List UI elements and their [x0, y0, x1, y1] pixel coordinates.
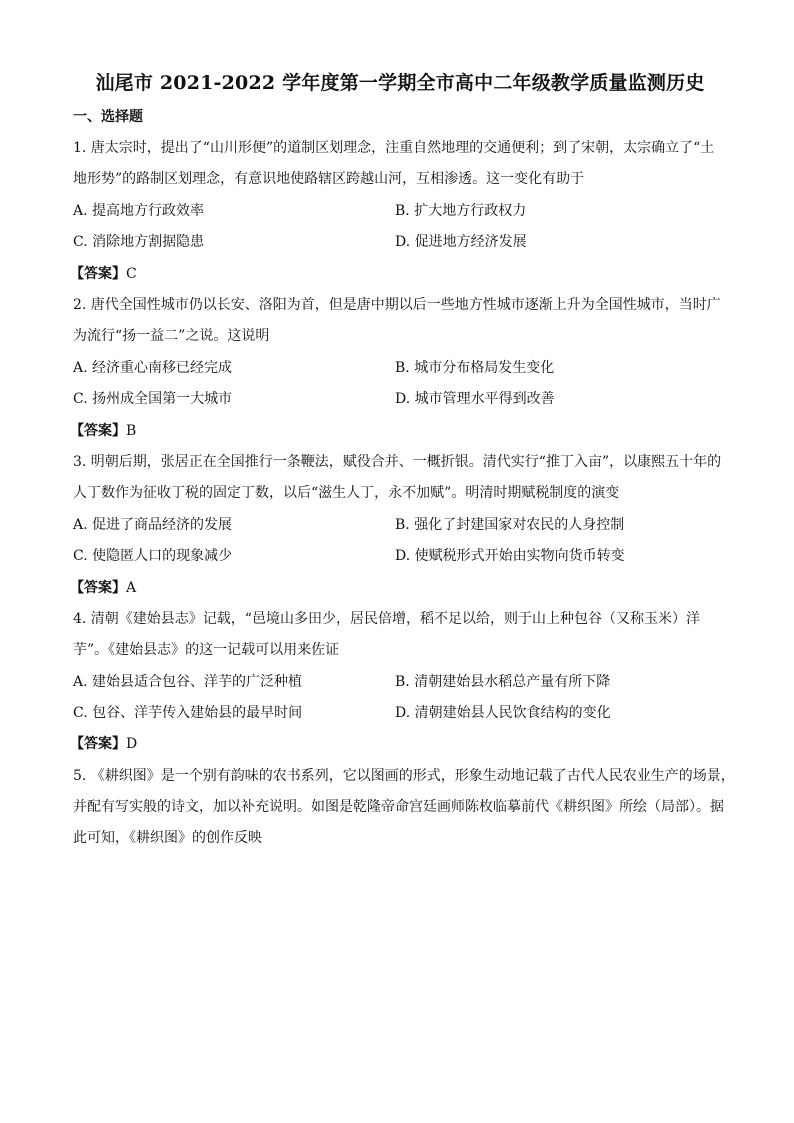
answer-tag: 【答案】: [70, 423, 126, 439]
question-3-option-b: B. 强化了封建国家对农民的人身控制: [395, 517, 625, 533]
question-4-line-1: 4. 清朝《建始县志》记载，“邑境山多田少，居民倍增，稻不足以给，则于山上种包谷（又称玉米）洋: [73, 611, 700, 627]
question-2-answer: [70, 421, 136, 441]
question-3-line-2: 人丁数作为征收丁税的固定丁数，以后“滋生人丁，永不加赋”。明清时期赋税制度的演变: [73, 485, 620, 501]
answer-tag: 【答案】: [70, 736, 126, 752]
section-heading: 一、选择题: [73, 109, 143, 125]
question-1-option-d: D. 促进地方经济发展: [395, 234, 527, 250]
question-5-line-1: 5. 《耕织图》是一个别有韵味的农书系列，它以图画的形式，形象生动地记载了古代人民农业生产的场景，: [73, 768, 735, 784]
question-1-option-c: C. 消除地方割据隐患: [73, 234, 205, 250]
question-4-line-2: 芋”。《建始县志》的这一记载可以用来佐证: [73, 642, 340, 658]
question-2-option-d: D. 城市管理水平得到改善: [395, 391, 555, 407]
question-4-option-d: D. 清朝建始县人民饮食结构的变化: [395, 705, 611, 721]
question-4-option-b: B. 清朝建始县水稻总产量有所下降: [395, 674, 611, 690]
question-2-line-2: 为流行“扬一益二”之说。这说明: [73, 328, 270, 344]
question-1-answer: [70, 264, 137, 284]
question-1-option-b: B. 扩大地方行政权力: [395, 203, 527, 219]
question-4-option-c: C. 包谷、洋芋传入建始县的最早时间: [73, 705, 303, 721]
question-1-line-2: 地形势”的路制区划理念，有意识地使路辖区跨越山河，互相渗透。这一变化有助于: [73, 171, 585, 187]
question-5-line-2: 并配有写实般的诗文，加以补充说明。如图是乾隆帝命宫廷画师陈枚临摹前代《耕织图》所绘（局部）。据: [73, 799, 724, 815]
question-3-answer: [70, 578, 136, 598]
answer-value: B: [126, 423, 137, 439]
page-title: 汕尾市 2021-2022 学年度第一学期全市高中二年级教学质量监测历史: [95, 72, 705, 94]
question-3-option-a: A. 促进了商品经济的发展: [73, 517, 233, 533]
question-2-line-1: 2. 唐代全国性城市仍以长安、洛阳为首，但是唐中期以后一些地方性城市逐渐上升为全国性城市，当时广: [73, 297, 721, 313]
question-3-line-1: 3. 明朝后期，张居正在全国推行一条鞭法，赋役合并、一概折银。清代实行“推丁入亩”，以康熙五十年的: [73, 454, 722, 470]
question-3-option-d: D. 使赋税形式开始由实物向货币转变: [395, 548, 625, 564]
question-2-option-c: C. 扬州成全国第一大城市: [73, 391, 233, 407]
question-1-line-1: 1. 唐太宗时，提出了“山川形便”的道制区划理念，注重自然地理的交通便利；到了宋朝，太宗确立了“土: [73, 140, 715, 156]
question-2-option-b: B. 城市分布格局发生变化: [395, 360, 555, 376]
answer-value: A: [126, 580, 137, 596]
question-4-option-a: A. 建始县适合包谷、洋芋的广泛种植: [73, 674, 303, 690]
question-1-option-a: A. 提高地方行政效率: [73, 203, 205, 219]
question-4-answer: [70, 734, 137, 754]
question-5-line-3: 此可知，《耕织图》的创作反映: [73, 830, 262, 846]
answer-value: C: [126, 266, 137, 282]
answer-tag: 【答案】: [70, 580, 126, 596]
question-3-option-c: C. 使隐匿人口的现象减少: [73, 548, 233, 564]
question-2-option-a: A. 经济重心南移已经完成: [73, 360, 233, 376]
answer-value: D: [126, 736, 138, 752]
answer-tag: 【答案】: [70, 266, 126, 282]
